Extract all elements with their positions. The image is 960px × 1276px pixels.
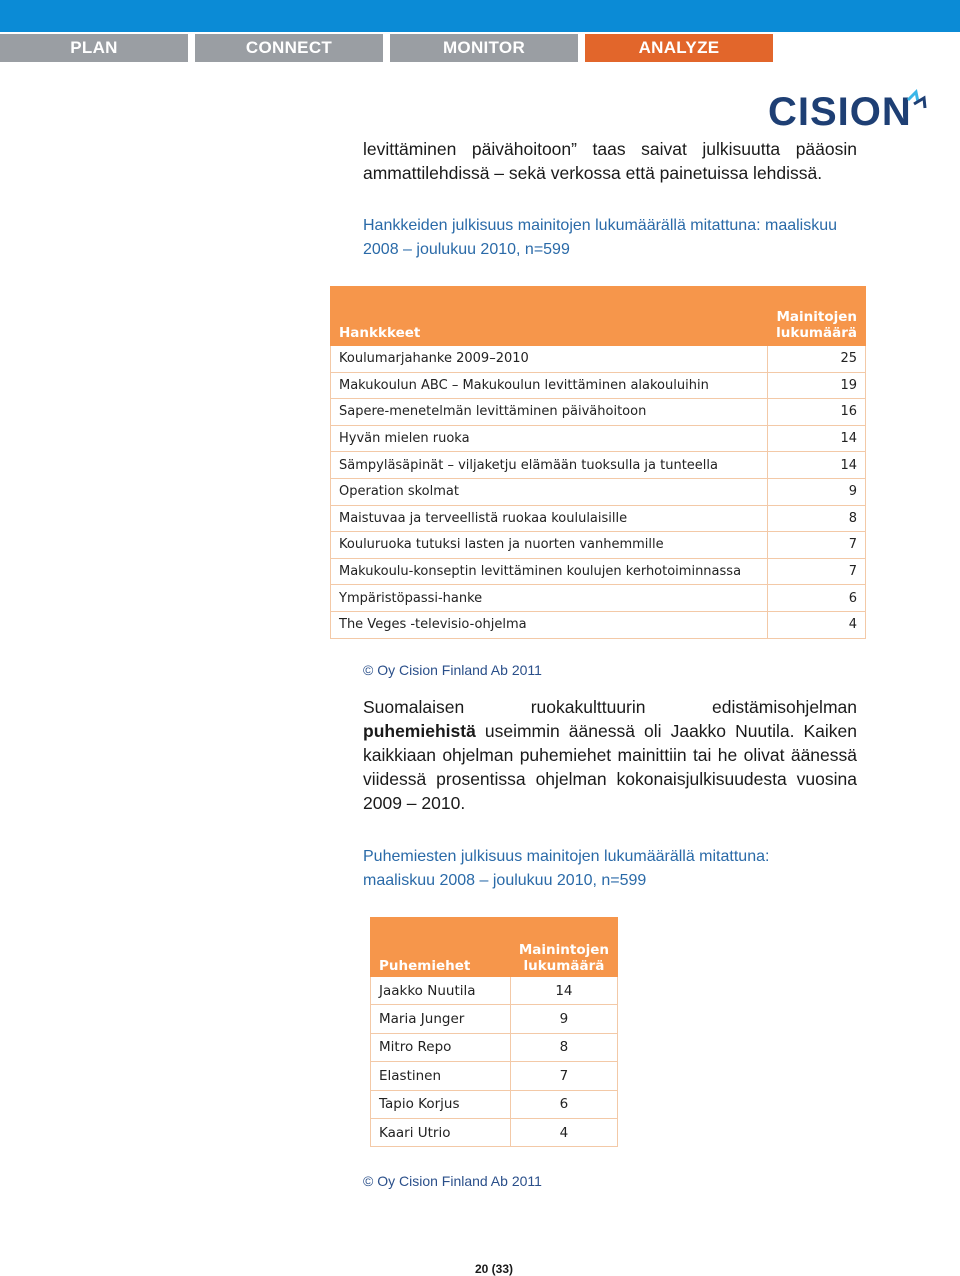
row-count: 9 — [768, 478, 866, 505]
row-count: 14 — [510, 977, 617, 1005]
row-count: 8 — [510, 1033, 617, 1061]
table1-copyright: © Oy Cision Finland Ab 2011 — [363, 662, 542, 678]
table2-caption-line-1: Puhemiesten julkisuus mainitojen lukumäärällä mitattuna: — [363, 848, 770, 865]
table2-copyright: © Oy Cision Finland Ab 2011 — [363, 1173, 542, 1189]
page-number: 20 (33) — [474, 1262, 514, 1276]
table2-col-count-line1: Mainintojen — [518, 942, 609, 958]
row-name: Operation skolmat — [331, 478, 768, 505]
nav-tab-plan[interactable]: PLAN — [0, 34, 188, 62]
table-row — [331, 452, 866, 479]
logo-wordmark: CISION — [768, 90, 912, 134]
table-row — [371, 977, 618, 1005]
table1-col-name: Hankkkeet — [331, 287, 768, 346]
row-name: Maistuvaa ja terveellistä ruokaa koululaisille — [331, 505, 768, 532]
row-name: Elastinen — [371, 1062, 511, 1090]
body-line-2-rest: useimmin äänessä oli Jaakko Nuutila. Kaiken — [475, 721, 857, 741]
table-row — [331, 478, 866, 505]
projects-table — [330, 286, 866, 639]
row-name: Kaari Utrio — [371, 1118, 511, 1146]
body-line-5: 2009 – 2010. — [363, 793, 466, 813]
nav-tab-connect[interactable]: CONNECT — [195, 34, 383, 62]
row-count: 14 — [768, 425, 866, 452]
row-count: 7 — [768, 558, 866, 585]
top-accent-bar — [0, 0, 960, 32]
table1-caption-line-1: Hankkeiden julkisuus mainitojen lukumäärällä mitattuna: maaliskuu — [363, 217, 838, 234]
logo-arrows-icon — [768, 88, 933, 136]
row-name: Ympäristöpassi-hanke — [331, 585, 768, 612]
row-name: Mitro Repo — [371, 1033, 511, 1061]
row-count: 9 — [510, 1005, 617, 1033]
table2-col-count-line2: lukumäärä — [523, 958, 605, 974]
table2-caption-line-2: maaliskuu 2008 – joulukuu 2010, n=599 — [363, 872, 647, 889]
intro-line-1: levittäminen päivähoitoon” taas saivat julkisuutta pääosin — [363, 139, 857, 159]
row-name: Makukoulu-konseptin levittäminen koulujen kerhotoiminnassa — [331, 558, 768, 585]
row-count: 25 — [768, 346, 866, 373]
row-count: 7 — [510, 1062, 617, 1090]
table-row — [331, 425, 866, 452]
row-name: Sapere-menetelmän levittäminen päivähoitoon — [331, 399, 768, 426]
table-row — [371, 1005, 618, 1033]
table-row — [331, 505, 866, 532]
row-name: Koulumarjahanke 2009–2010 — [331, 346, 768, 373]
body-line-4: viidessä prosentissa ohjelman kokonaisjulkisuudesta vuosina — [363, 769, 857, 789]
table1-col-count-line2: lukumäärä — [776, 325, 857, 341]
row-count: 4 — [768, 611, 866, 638]
nav-tab-analyze[interactable]: ANALYZE — [585, 34, 773, 62]
row-name: Hyvän mielen ruoka — [331, 425, 768, 452]
row-name: Tapio Korjus — [371, 1090, 511, 1118]
row-count: 8 — [768, 505, 866, 532]
row-count: 6 — [768, 585, 866, 612]
row-name: Sämpyläsäpinät – viljaketju elämään tuoksulla ja tunteella — [331, 452, 768, 479]
table-row — [331, 372, 866, 399]
row-name: Makukoulun ABC – Makukoulun levittäminen alakouluihin — [331, 372, 768, 399]
row-name: The Veges -televisio-ohjelma — [331, 611, 768, 638]
row-count: 16 — [768, 399, 866, 426]
table2-col-name: Puhemiehet — [371, 918, 511, 977]
body-line-3: kaikkiaan ohjelman puhemiehet mainittiin tai he olivat äänessä — [363, 745, 857, 765]
body-line-2 — [363, 719, 857, 743]
table-row — [331, 585, 866, 612]
table-row — [331, 558, 866, 585]
row-count: 4 — [510, 1118, 617, 1146]
row-name: Kouluruoka tutuksi lasten ja nuorten vanhemmille — [331, 532, 768, 559]
row-count: 6 — [510, 1090, 617, 1118]
row-count: 14 — [768, 452, 866, 479]
body-bold-word: puhemiehistä — [363, 721, 476, 741]
nav-tab-monitor[interactable]: MONITOR — [390, 34, 578, 62]
row-count: 7 — [768, 532, 866, 559]
table-row — [371, 1033, 618, 1061]
table-row — [371, 1062, 618, 1090]
table-row — [331, 532, 866, 559]
table-row — [371, 1118, 618, 1146]
row-name: Maria Junger — [371, 1005, 511, 1033]
table1-col-count-line1: Mainitojen — [776, 309, 857, 325]
table-row — [331, 611, 866, 638]
spokespersons-table — [370, 917, 618, 1147]
body-line-1: Suomalaisen ruokakulttuurin edistämisohjelman — [363, 697, 857, 717]
table-row — [331, 399, 866, 426]
table1-col-count — [768, 287, 866, 346]
table1-caption-line-2: 2008 – joulukuu 2010, n=599 — [363, 241, 570, 258]
table2-col-count — [510, 918, 617, 977]
table-row — [331, 346, 866, 373]
intro-line-2: ammattilehdissä – sekä verkossa että painetuissa lehdissä. — [363, 163, 823, 183]
cision-logo — [768, 88, 933, 136]
row-count: 19 — [768, 372, 866, 399]
table-row — [371, 1090, 618, 1118]
row-name: Jaakko Nuutila — [371, 977, 511, 1005]
